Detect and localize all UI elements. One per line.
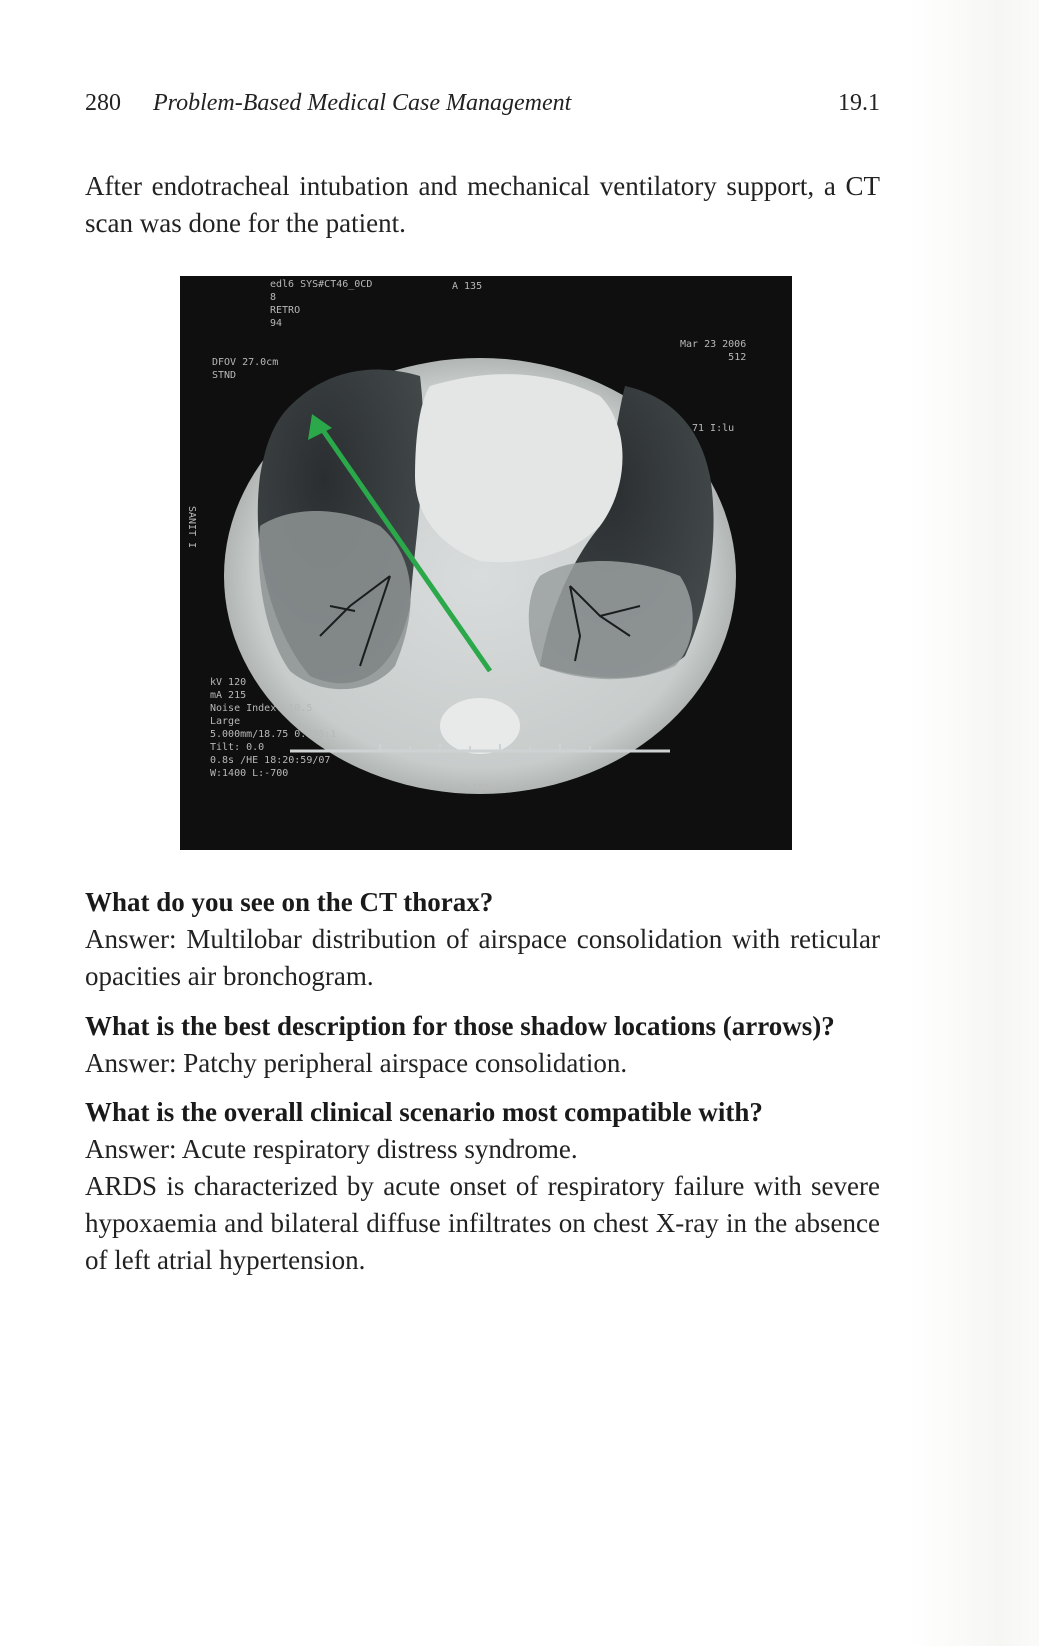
ct-overlay-bottom-center: P 135 [460,783,491,794]
answer-3: Answer: Acute respiratory distress syndrome. [85,1134,578,1164]
left-consolidation [529,561,693,679]
question-3: What is the overall clinical scenario most compatible with? [85,1097,763,1127]
ct-overlay-left-side: SANIT I [186,506,197,549]
answer-1: Answer: Multilobar distribution of airspace consolidation with reticular opacities air bronchogram. [85,924,880,991]
qa-block-2 [85,1008,880,1082]
page-edge-shadow [909,0,1039,1646]
intro-paragraph: After endotracheal intubation and mechanical ventilatory support, a CT scan was done for the patient. [85,171,880,238]
ct-overlay-top-right: Mar 23 2006 512 [680,339,747,363]
ct-overlay-top-left: edl6 SYS#CT46_0CD 8 RETRO 94 [270,279,373,329]
ct-overlay-top-center: A 135 [452,281,483,292]
answer-2: Answer: Patchy peripheral airspace consolidation. [85,1048,628,1078]
answer-3-explanation: ARDS is characterized by acute onset of respiratory failure with severe hypoxaemia and bilateral diffuse infiltrates on chest X-ray in the absence of left atrial hypertension. [85,1171,880,1275]
ct-overlay-bottom-left: kV 120 mA 215 Noise Index: 10.5 Large 5.000mm/18.75 0.938:1 Tilt: 0.0 0.8s /HE 18:20:59/07 W:1400 L:-700 [210,677,337,779]
section-number: 19.1 [838,90,880,116]
page-header [85,84,880,120]
question-2: What is the best description for those shadow locations (arrows)? [85,1011,835,1041]
running-title: Problem-Based Medical Case Management [153,90,572,116]
ct-overlay-left-mid: DFOV 27.0cm STND [212,357,279,381]
page-number: 280 [85,90,121,116]
qa-block-3 [85,1094,880,1279]
ct-overlay-right-mid: 71 I:lu [692,423,735,434]
ct-scan-image [180,276,792,850]
qa-block-1 [85,884,880,995]
question-1: What do you see on the CT thorax? [85,887,494,917]
spine [440,698,520,754]
